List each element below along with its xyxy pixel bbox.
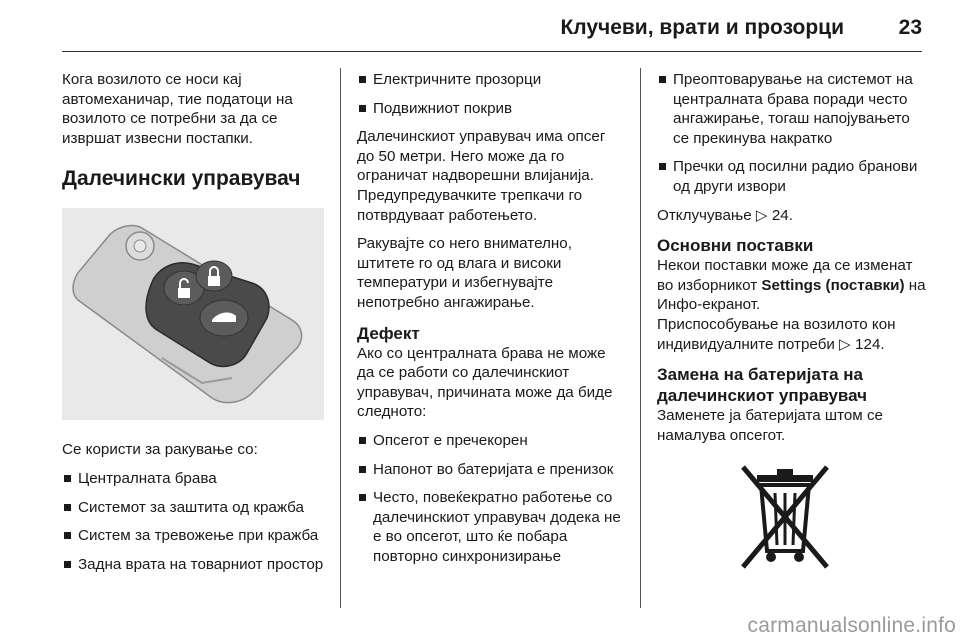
page-number: 23 xyxy=(898,16,922,39)
list-item: Напонот во батеријата е пренизок xyxy=(357,460,625,480)
settings-menu-name: Settings (поставки) xyxy=(761,276,905,294)
care-paragraph: Ракувајте со него внимателно, штитете го од влага и високи температури и избегнувајте непотребно ангажирање. xyxy=(357,235,572,311)
usage-list xyxy=(62,469,324,574)
page-reference[interactable]: 24. xyxy=(771,206,793,224)
watermark: carmanualsonline.info xyxy=(747,614,956,637)
usage-intro: Се користи за ракување со: xyxy=(62,441,258,459)
list-item: Централната брава xyxy=(62,469,324,489)
section-heading-battery: Замена на батеријата на далечинскиот управувач xyxy=(657,365,868,406)
section-heading-remote: Далечински управувач xyxy=(62,167,301,191)
defect-list-continued xyxy=(657,70,927,197)
list-item: Пречки од посилни радио бранови од други извори xyxy=(657,157,927,196)
column-divider xyxy=(640,68,641,608)
list-item: Електричните прозорци xyxy=(357,70,625,90)
page-header xyxy=(62,0,922,52)
intro-paragraph: Кога возилото се носи кај автомеханичар, тие податоци на возилото се потребни за да се извршат извесни постапки. xyxy=(62,71,293,147)
usage-list-continued xyxy=(357,70,625,118)
section-heading-basic-settings: Основни поставки xyxy=(657,236,814,256)
defect-paragraph: Ако со централната брава не може да се работи со далечинскиот управувач, причината може да биде следното: xyxy=(357,344,613,421)
basic-text-a: Некои поставки може да се изменат во изборникот xyxy=(657,257,913,294)
page-reference[interactable]: 124. xyxy=(855,335,885,353)
unlock-reference xyxy=(657,206,927,226)
list-item: Преоптоварување на системот на централната брава поради често ангажирање, тогаш напојувањето се прекинува накратко xyxy=(657,70,927,148)
list-item: Систем за тревожење при кражба xyxy=(62,526,324,546)
section-heading-defect: Дефект xyxy=(357,323,420,343)
column-left xyxy=(62,70,324,583)
list-item: Често, повеќекратно работење со далечинскиот управувач додека не е во опсегот, што ќе побара повторно синхронизирање xyxy=(357,488,625,566)
battery-paragraph: Заменете ја батеријата штом се намалува опсегот. xyxy=(657,407,884,444)
list-item: Задна врата на товарниот простор xyxy=(62,555,324,575)
defect-list xyxy=(357,431,625,567)
column-right xyxy=(657,70,927,573)
key-fob-figure xyxy=(62,208,324,420)
list-item: Системот за заштита од кражба xyxy=(62,498,324,518)
column-divider xyxy=(340,68,341,608)
list-item: Опсегот е пречекорен xyxy=(357,431,625,451)
unlock-text: Отклучување xyxy=(657,206,752,224)
arrow-ref-icon: ▷ xyxy=(839,335,851,353)
range-paragraph: Далечинскиот управувач има опсег до 50 метри. Него може да го ограничат надворешни влијанија. Предупредувачките трепкачи го потврдуваат работењето. xyxy=(357,128,606,224)
arrow-ref-icon: ▷ xyxy=(755,206,768,224)
basic-text-b: на Инфо-екранот. xyxy=(657,276,926,314)
adapt-text: Приспособување на возилото кон индивидуалните потреби xyxy=(657,315,896,353)
basic-settings-paragraph xyxy=(657,256,927,354)
list-item: Подвижниот покрив xyxy=(357,99,625,119)
crossed-bin-icon xyxy=(735,463,835,573)
column-middle xyxy=(357,70,625,575)
chapter-title: Клучеви, врати и прозорци xyxy=(560,16,844,39)
